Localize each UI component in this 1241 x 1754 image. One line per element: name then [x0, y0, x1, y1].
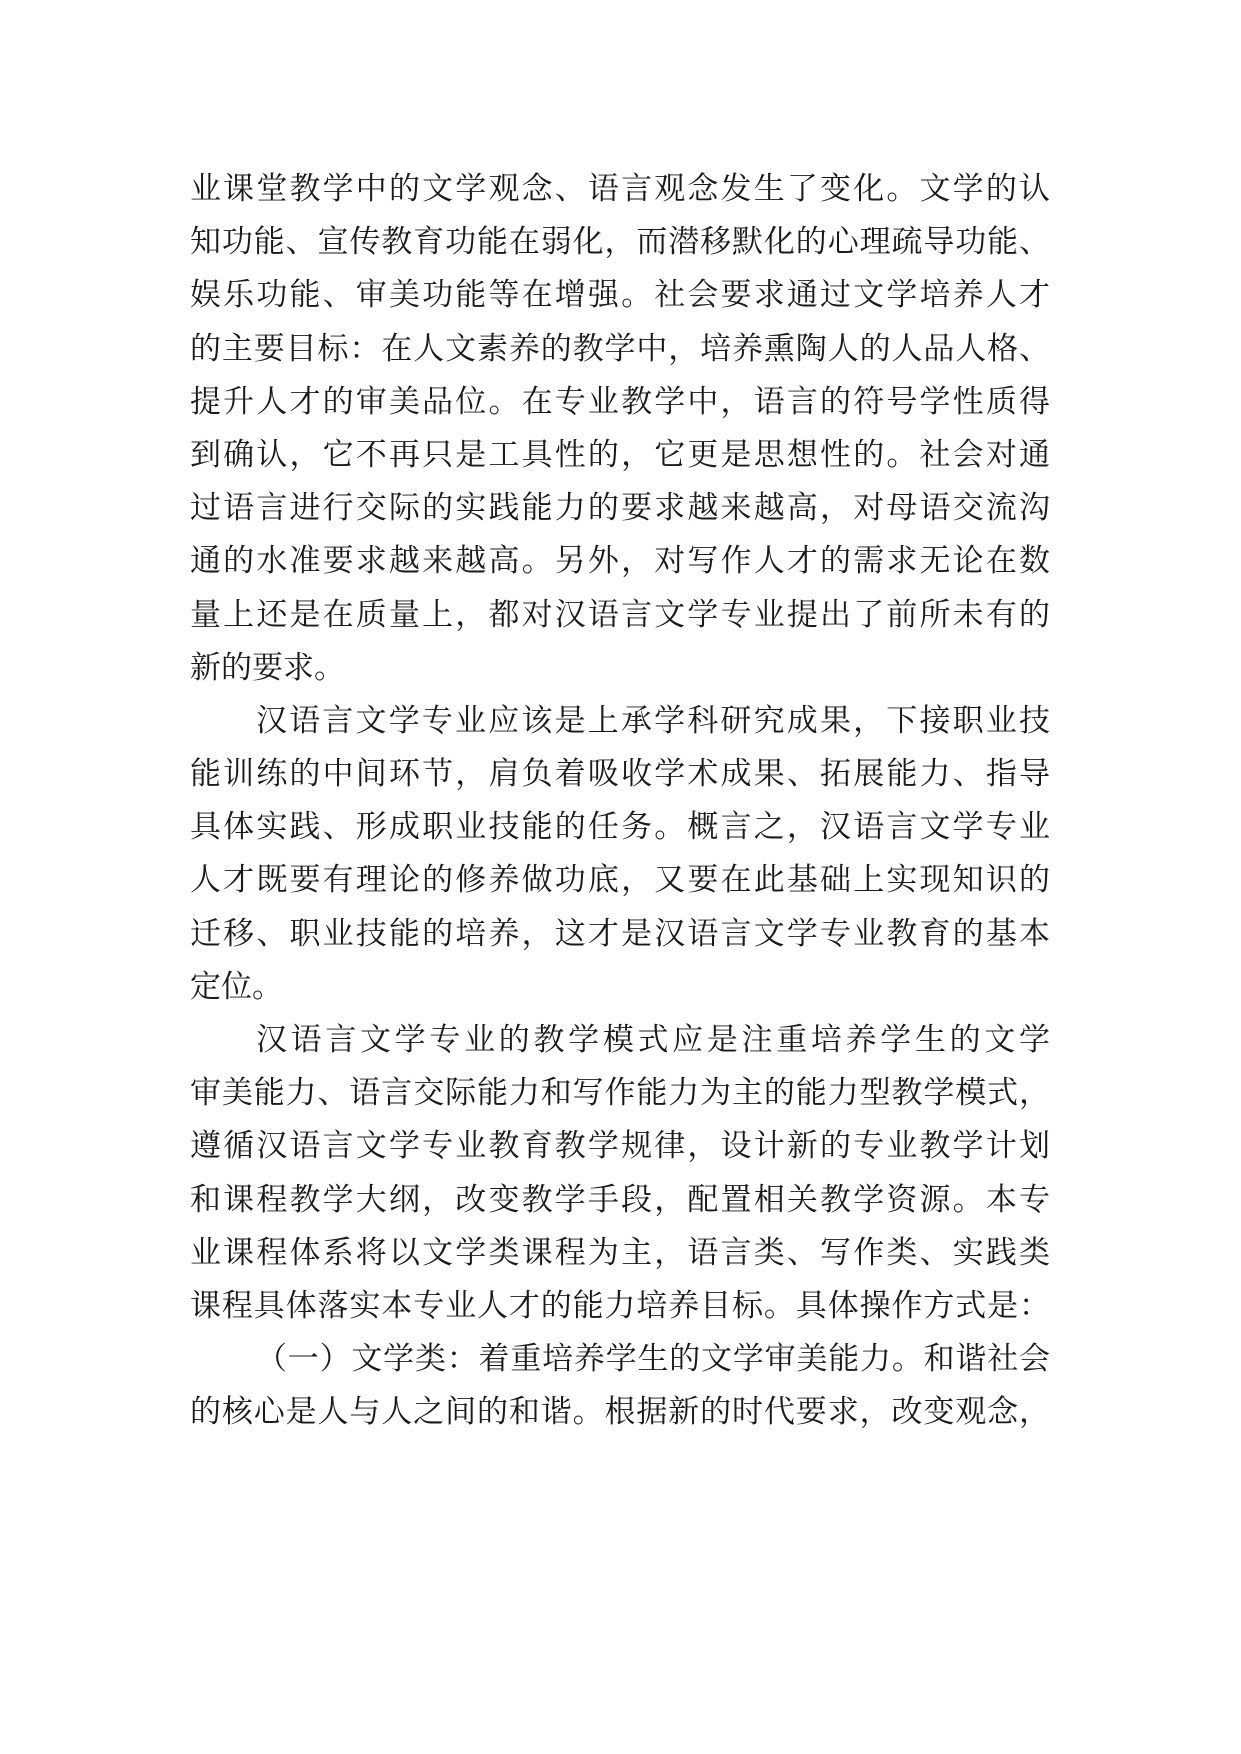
paragraph-4 — [190, 1333, 1050, 1439]
text-line: 能训练的中间环节，肩负着吸收学术成果、拓展能力、指导 — [190, 756, 1050, 793]
text-line: 过语言进行交际的实践能力的要求越来越高，对母语交流沟 — [190, 490, 1050, 527]
paragraph-1 — [190, 163, 1050, 695]
text-line: 业课程体系将以文学类课程为主，语言类、写作类、实践类 — [190, 1234, 1050, 1271]
text-line: 业课堂教学中的文学观念、语言观念发生了变化。文学的认 — [190, 171, 1050, 207]
text-line: 到确认，它不再只是工具性的，它更是思想性的。社会对通 — [190, 436, 1050, 473]
text-line: 人才既要有理论的修养做功底，又要在此基础上实现知识的 — [190, 862, 1050, 899]
text-line: 汉语言文学专业应该是上承学科研究成果，下接职业技 — [256, 702, 1050, 739]
text-line: 迁移、职业技能的培养，这才是汉语言文学专业教育的基本 — [190, 915, 1050, 952]
text-line: 知功能、宣传教育功能在弱化，而潜移默化的心理疏导功能、 — [190, 224, 1050, 261]
document-page — [190, 163, 1050, 1440]
text-line: 遵循汉语言文学专业教育教学规律，设计新的专业教学计划 — [190, 1128, 1050, 1165]
text-line: 和课程教学大纲，改变教学手段，配置相关教学资源。本专 — [190, 1181, 1050, 1218]
text-line: 娱乐功能、审美功能等在增强。社会要求通过文学培养人才 — [190, 277, 1050, 314]
text-line: 新的要求。 — [190, 649, 345, 686]
paragraph-2 — [190, 695, 1050, 1014]
text-line: 审美能力、语言交际能力和写作能力为主的能力型教学模式， — [190, 1075, 1050, 1112]
text-line: 的主要目标：在人文素养的教学中，培养熏陶人的人品人格、 — [190, 330, 1050, 367]
text-line: 汉语言文学专业的教学模式应是注重培养学生的文学 — [256, 1022, 1050, 1058]
text-line: 具体实践、形成职业技能的任务。概言之，汉语言文学专业 — [190, 809, 1050, 846]
paragraph-3 — [190, 1014, 1050, 1333]
text-line: （一）文学类：着重培养学生的文学审美能力。和谐社会 — [256, 1341, 1050, 1378]
text-line: 定位。 — [190, 968, 283, 1005]
text-line: 量上还是在质量上，都对汉语言文学专业提出了前所未有的 — [190, 596, 1050, 633]
text-line: 的核心是人与人之间的和谐。根据新的时代要求，改变观念， — [190, 1394, 1050, 1431]
text-line: 提升人才的审美品位。在专业教学中，语言的符号学性质得 — [190, 383, 1050, 420]
text-line: 通的水准要求越来越高。另外，对写作人才的需求无论在数 — [190, 543, 1050, 580]
text-line: 课程具体落实本专业人才的能力培养目标。具体操作方式是： — [190, 1287, 1050, 1324]
